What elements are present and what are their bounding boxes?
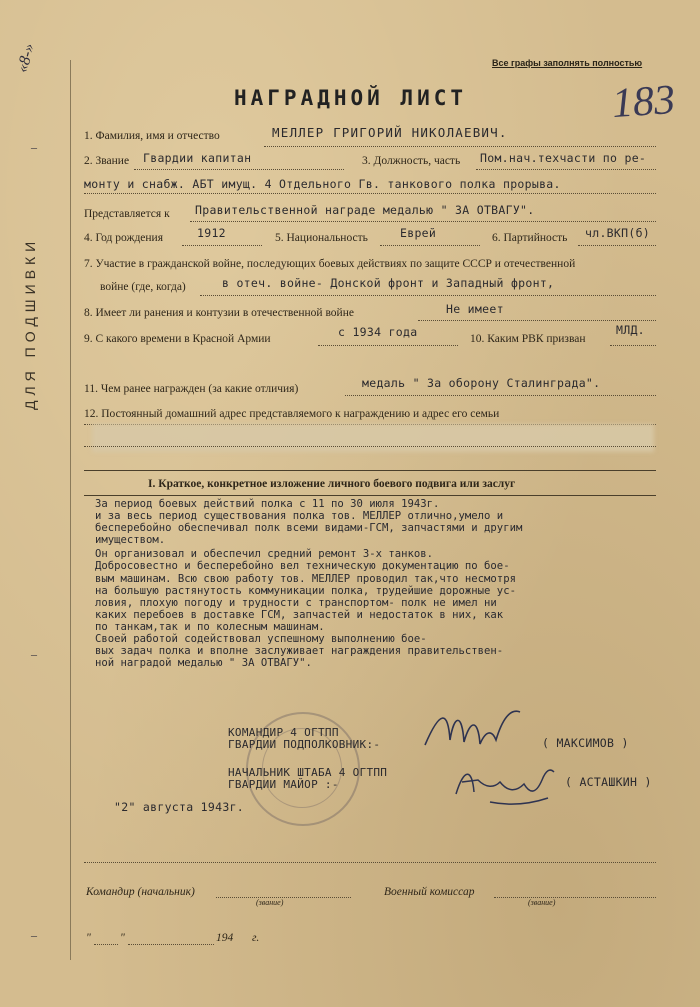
commander-name: ( МАКСИМОВ ) <box>542 736 629 750</box>
sheet-number: 183 <box>610 76 677 128</box>
field-10-value: МЛД. <box>616 323 645 337</box>
citation-line: вым машинам. Всю свою работу тов. МЕЛЛЕР проводил так,что несмотря <box>95 572 516 585</box>
citation-line: и за весь период существования полка тов. МЕЛЛЕР отлично,умело и <box>95 510 504 523</box>
field-7-value: в отеч. войне- Донской фронт и Западный фронт, <box>222 276 555 290</box>
margin-tick-mark: – <box>31 928 37 942</box>
field-7-label: 7. Участие в гражданской войне, последующих боевых действиях по защите СССР и отечественной <box>84 258 576 270</box>
field-3-value-continued: монту и снабж. АБТ имущ. 4 Отдельного Гв. танкового полка прорыва. <box>84 177 561 191</box>
nominated-label: Представляется к <box>84 208 170 220</box>
citation-line: вых задач полка и вполне заслуживает награждения правительствен- <box>95 645 504 658</box>
section-heading: I. Краткое, конкретное изложение личного боевого подвига или заслуг <box>148 478 516 490</box>
citation-line: ной наградой медалью " ЗА ОТВАГУ". <box>95 657 312 670</box>
footer-commander-label: Командир (начальник) <box>86 886 195 898</box>
field-1-value: МЕЛЛЕР ГРИГОРИЙ НИКОЛАЕВИЧ. <box>272 125 508 140</box>
footer-commissar-label: Военный комиссар <box>384 886 475 898</box>
field-11-label: 11. Чем ранее награжден (за какие отличия) <box>84 383 299 395</box>
page-title: НАГРАДНОЙ ЛИСТ <box>234 86 468 110</box>
footer-date-suffix: г. <box>252 932 260 944</box>
citation-line: За период боевых действий полка с 11 по 30 июля 1943г. <box>95 498 440 510</box>
nominated-value: Правительственной награде медалью " ЗА ОТВАГУ". <box>195 203 535 217</box>
redacted-address <box>92 424 654 452</box>
margin-handwritten-mark: «8-» <box>14 41 39 75</box>
field-2-label: 2. Звание <box>84 155 130 167</box>
field-4-label: 4. Год рождения <box>84 232 163 244</box>
footer-rank-caption-left: (звание) <box>256 898 284 907</box>
field-5-label: 5. Национальность <box>275 232 368 244</box>
field-2-value: Гвардии капитан <box>143 151 252 165</box>
citation-line: каких перебоев в доставке ГСМ, запчастей и недостаток в них, как <box>95 608 504 621</box>
citation-line: имуществом. <box>95 534 166 547</box>
footer-date-close-quote: " <box>120 932 125 944</box>
footer-rank-caption-right: (звание) <box>528 898 556 907</box>
citation-line: Своей работой содействовал успешному выполнению бое- <box>95 633 427 646</box>
citation-line: бесперебойно обеспечивал полк всеми видами-ГСМ, запчастями и другим <box>95 522 523 535</box>
field-1-label: 1. Фамилия, имя и отчество <box>84 130 220 142</box>
field-12-label: 12. Постоянный домашний адрес представляемого к награждению и адрес его семьи <box>84 408 500 420</box>
citation-line: Добросовестно и бесперебойно вел техническую документацию по бое- <box>95 560 510 573</box>
field-9-label: 9. С какого времени в Красной Армии <box>84 333 271 345</box>
chief-of-staff-name: ( АСТАШКИН ) <box>565 775 652 789</box>
commander-rank: ГВАРДИИ ПОДПОЛКОВНИК:- <box>228 738 381 751</box>
field-11-value: медаль " За оборону Сталинграда". <box>362 376 601 390</box>
field-9-value: с 1934 года <box>338 325 418 339</box>
chief-of-staff-rank: ГВАРДИИ МАЙОР :- <box>228 778 339 791</box>
field-6-label: 6. Партийность <box>492 232 568 244</box>
fill-all-fields-note: Все графы заполнять полностью <box>492 58 643 68</box>
citation-line: по танкам,так и по колесным машинам. <box>95 620 325 633</box>
field-7-label-cont: войне (где, когда) <box>100 281 186 293</box>
commander-signature <box>420 700 530 760</box>
field-5-value: Еврей <box>400 226 437 240</box>
signature-date: "2" августа 1943г. <box>114 800 245 814</box>
field-3-label: 3. Должность, часть <box>362 155 461 167</box>
field-6-value: чл.ВКП(б) <box>585 226 651 240</box>
chief-of-staff-signature <box>450 758 560 813</box>
margin-tick-mark: – <box>31 140 37 154</box>
citation-text <box>95 498 670 669</box>
field-8-label: 8. Имеет ли ранения и контузии в отечественной войне <box>84 307 354 319</box>
field-3-value: Пом.нач.техчасти по ре- <box>480 151 647 165</box>
commander-title: КОМАНДИР 4 ОГТПП <box>228 726 339 739</box>
side-label: ДЛЯ ПОДШИВКИ <box>22 236 38 410</box>
citation-line: ловия, плохую погоду и трудности с транспортом- полк не имел ни <box>95 596 497 609</box>
footer-date-open-quote: " <box>86 932 91 944</box>
footer-date-year: 194 <box>216 932 234 944</box>
citation-line: Он организовал и обеспечил средний ремонт 3-х танков. <box>95 548 434 561</box>
margin-line <box>70 60 71 960</box>
field-4-value: 1912 <box>197 226 226 240</box>
chief-of-staff-title: НАЧАЛЬНИК ШТАБА 4 ОГТПП <box>228 766 388 779</box>
field-10-label: 10. Каким РВК призван <box>470 333 586 345</box>
field-8-value: Не имеет <box>446 302 504 316</box>
citation-line: на большую растянутость коммуникации полка, трудейшие дорожные ус- <box>95 584 516 597</box>
margin-tick-mark: – <box>31 647 37 661</box>
